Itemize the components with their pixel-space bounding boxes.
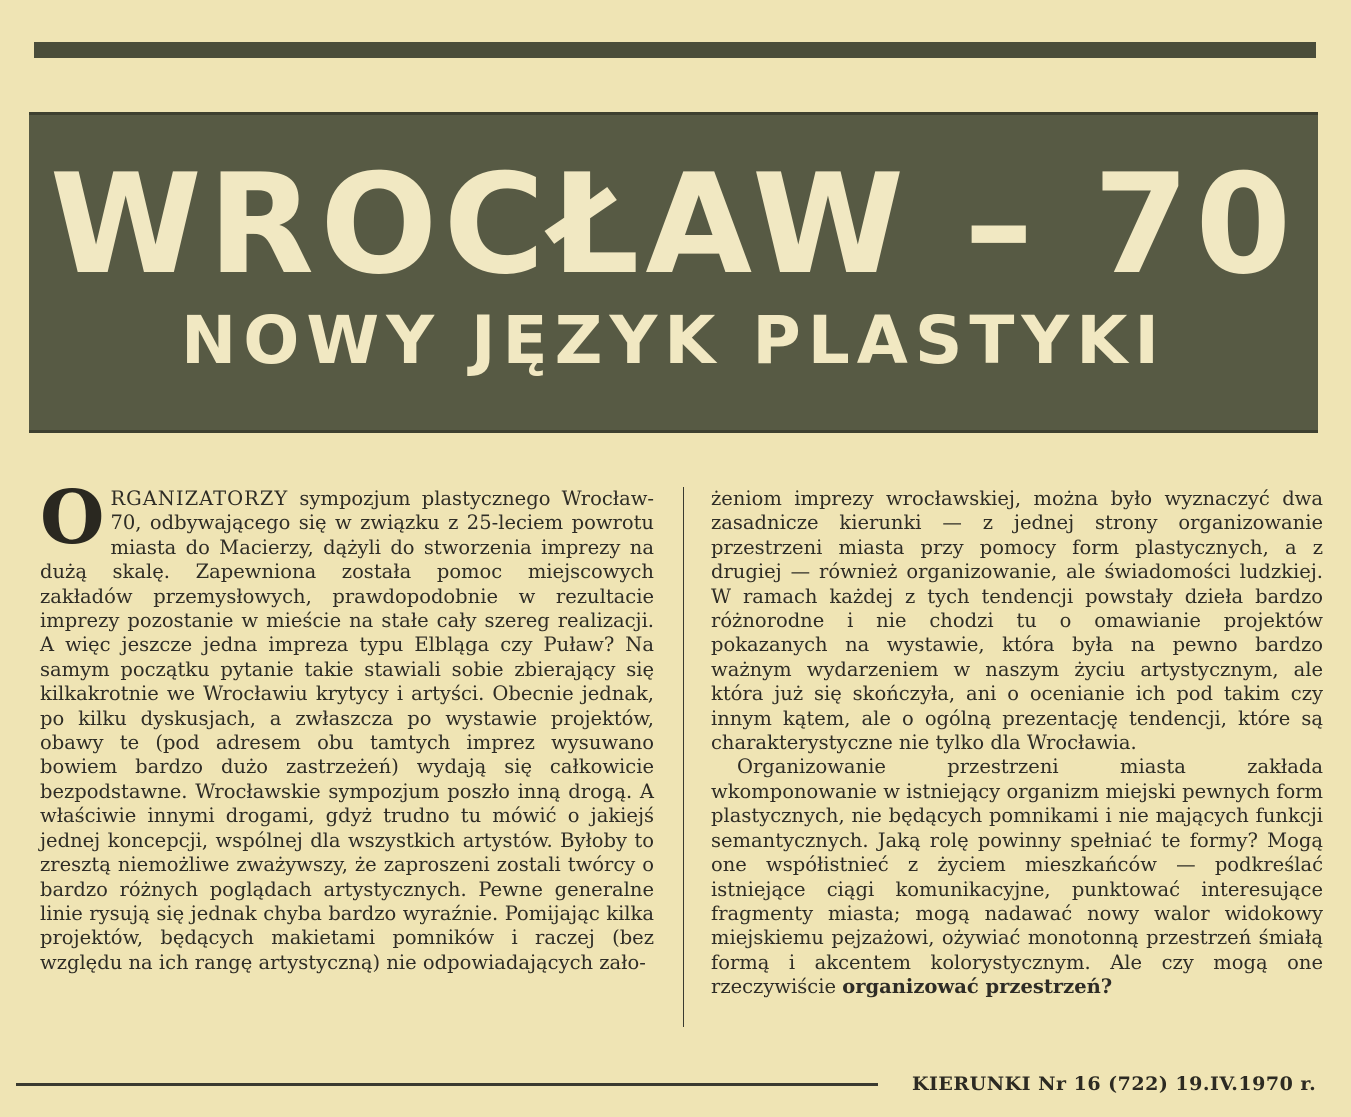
article-paragraph-2 <box>711 755 1323 999</box>
article-column-left <box>40 475 654 975</box>
closing-emphasis: organizować przestrzeń? <box>842 975 1113 999</box>
headline-banner <box>29 112 1318 433</box>
masthead-footer: KIERUNKI Nr 16 (722) 19.IV.1970 r. <box>912 1073 1317 1095</box>
article-column-right <box>711 487 1323 1000</box>
column-divider <box>683 487 684 1027</box>
page-title: WROCŁAW – 70 <box>49 144 1298 305</box>
article-paragraph-continued: żeniom imprezy wrocławskiej, można było wyznaczyć dwa zasadnicze kierunki — z jednej strony organizowanie przestrzeni miasta przy pomocy form plastycznych, a z drugiej — również organizowanie, ale świadomości ludzkiej. W ramach każdej z tych tendencji powstały dzieła bardzo różnorodne i nie chodzi tu o omawianie projektów pokazanych na wystawie, która była na pewno bardzo ważnym wydarzeniem w naszym życiu artystycznym, ale która już się skończyła, ani o ocenianie ich pod takim czy innym kątem, ale o ogólną prezentację tendencji, które są charakterystyczne nie tylko dla Wrocławia. <box>711 487 1323 755</box>
article-text-left: sympozjum plastycznego Wrocław-70, odbywającego się w związku z 25-leciem powrotu miasta do Macierzy, dążyli do stworzenia imprezy na dużą skalę. Zapewniona została pomoc miejscowych zakładów przemysłowych, prawdopodobnie w rezultacie imprezy pozostanie w mieście na stałe cały szereg realizacji. A więc jeszcze jedna impreza typu Elbląga czy Puław? Na samym początku pytanie takie stawiali sobie zbierający się kilkakrotnie we Wrocławiu krytycy i artyści. Obecnie jednak, po kilku dyskusjach, a zwłaszcza po wystawie projektów, obawy te (pod adresem obu tamtych imprez wysuwano bowiem bardzo dużo zastrzeżeń) wydają się całkowicie bezpodstawne. Wrocławskie sympozjum poszło inną drogą. A właściwie innymi drogami, gdyż trudno tu mówić o jakiejś jednej koncepcji, wspólnej dla wszystkich artystów. Byłoby to zresztą niemożliwe zważywszy, że zaproszeni zostali twórcy o bardzo różnych poglądach artystycznych. Pewne generalne linie rysują się jednak chyba bardzo wyraźnie. Pomijając kilka projektów, będących makietami pomników i raczej (bez względu na ich rangę artystyczną) nie odpowiadających zało- <box>40 487 654 974</box>
bottom-rule <box>16 1083 878 1086</box>
article-paragraph <box>40 475 654 975</box>
page-subtitle: NOWY JĘZYK PLASTYKI <box>181 302 1166 379</box>
lead-word: RGANIZATORZY <box>110 487 289 510</box>
top-rule <box>34 42 1316 58</box>
drop-cap: O <box>40 475 105 561</box>
article-text-right: Organizowanie przestrzeni miasta zakłada wkomponowanie w istniejący organizm miejski pewnych form plastycznych, nie będących pomnikami i nie mających funkcji semantycznych. Jaką rolę powinny spełniać te formy? Mogą one współistnieć z życiem mieszkańców — podkreślać istniejące ciągi komunikacyjne, punktować interesujące fragmenty miasta; mogą nadawać nowy walor widokowy miejskiemu pejzażowi, ożywiać monotonną przestrzeń śmiałą formą i akcentem kolorystycznym. Ale czy mogą one rzeczywiście <box>711 755 1323 999</box>
